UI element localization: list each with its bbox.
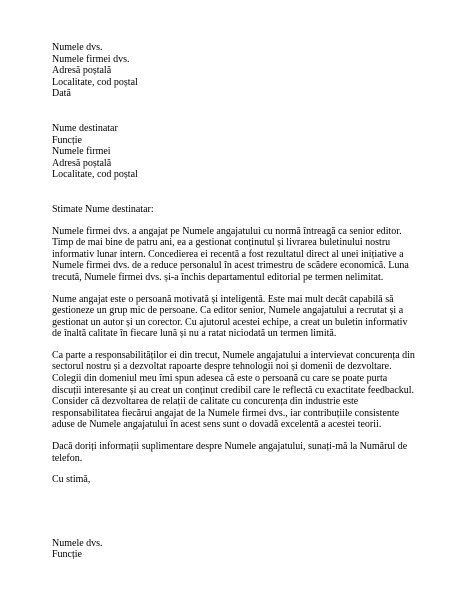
body-paragraph-3: Ca parte a responsabilităților ei din trecut, Numele angajatului a intervievat concurența din sectorul nostru și a dezvoltat rapoarte despre tehnologii noi și domenii de dezvoltare. Colegii din domeniul meu îmi spun adesea că este o persoană cu care se poate purta discuții interesante și au creat un conținut credibil care le reflectă cu exactitate feedbackul. Consider că dezvoltarea de relații de calitate cu concurența din industrie este responsabilitatea fiecărui angajat de la Numele firmei dvs., iar contribuțiile consistente aduse de Numele angajatului în acest sens sunt o dovadă excelentă a acestei teorii. xyxy=(52,349,415,431)
signature-name: Numele dvs. xyxy=(52,537,103,549)
signature-title: Funcție xyxy=(52,549,82,561)
sender-address: Adresă poștală xyxy=(52,65,112,77)
body-paragraph-4: Dacă doriți informații suplimentare despre Numele angajatului, sunați-mă la Numărul de telefon. xyxy=(52,441,408,464)
sender-city: Localitate, cod poștal xyxy=(52,76,138,88)
sender-block xyxy=(52,42,418,100)
sender-company: Numele firmei dvs. xyxy=(52,53,130,65)
body-paragraph-2: Nume angajat este o persoană motivată și inteligentă. Este mai mult decât capabilă să gestioneze un grup mic de persoane. Ca editor senior, Numele angajatului a recrutat și a gestionat un autor și un corector. Cu ajutorul acestei echipe, a creat un buletin informativ de înaltă calitate în fiecare lună și nu a ratat niciodată un termen limită. xyxy=(52,293,408,340)
recipient-block xyxy=(52,123,418,181)
body-paragraph-1: Numele firmei dvs. a angajat pe Numele angajatului cu normă întreagă ca senior editor. Timp de mai bine de patru ani, ea a gestionat conținutul și livrarea buletinului nostru informativ lunar intern. Concedierea ei recentă a fost rezultatul direct al unei inițiative a Numele firmei dvs. de a reduce personalul în acest trimestru de scădere economică. Luna trecută, Numele firmei dvs. și-a închis departamentul editorial pe termen nelimitat. xyxy=(52,225,409,283)
signature-block xyxy=(52,538,418,561)
letter-date: Dată xyxy=(52,88,71,100)
recipient-address: Adresă poștală xyxy=(52,157,112,169)
recipient-name: Nume destinatar xyxy=(52,122,118,134)
closing: Cu stimă, xyxy=(52,474,91,486)
recipient-title: Funcție xyxy=(52,134,82,146)
salutation: Stimate Nume destinatar: xyxy=(52,203,154,215)
sender-name: Numele dvs. xyxy=(52,42,103,53)
recipient-city: Localitate, cod poștal xyxy=(52,169,138,181)
letter-page xyxy=(52,42,418,561)
recipient-company: Numele firmei xyxy=(52,146,111,158)
